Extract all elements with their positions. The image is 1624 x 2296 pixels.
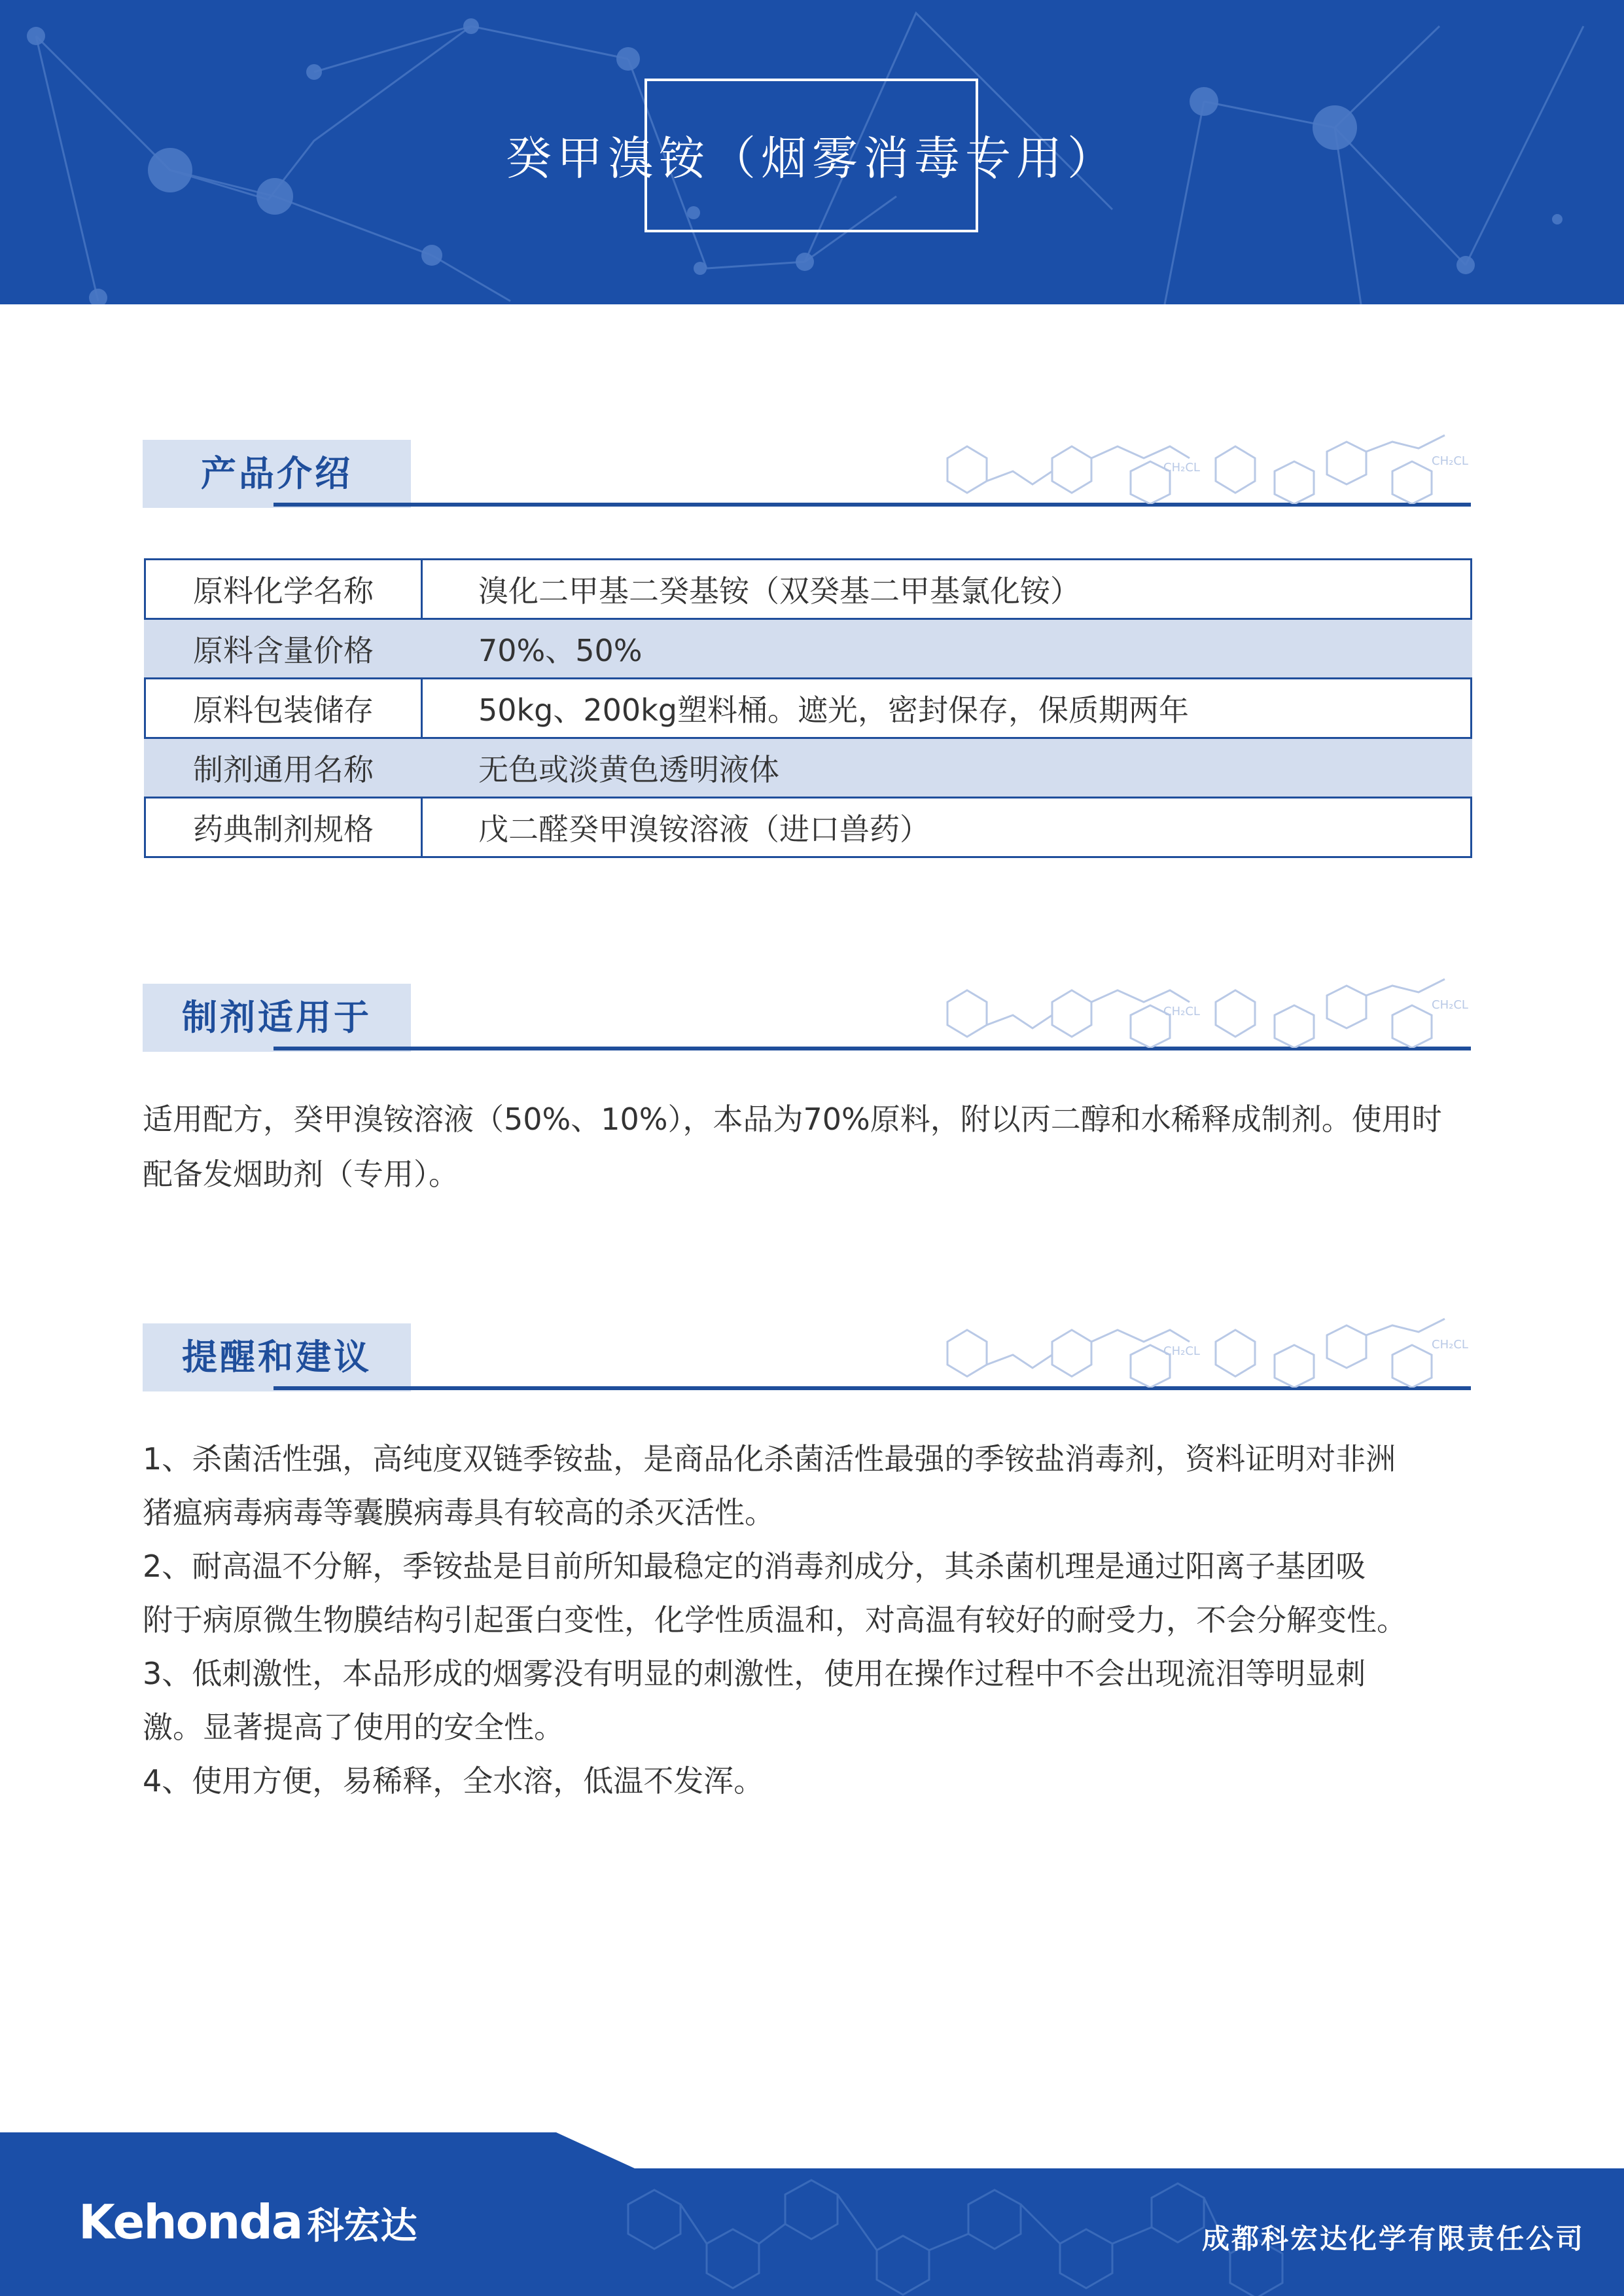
molecule-decoration-icon bbox=[934, 976, 1471, 1048]
svg-text:CH₂CL: CH₂CL bbox=[1432, 454, 1468, 468]
molecule-decoration-icon bbox=[934, 432, 1471, 504]
text-line: 3、低刺激性，本品形成的烟雾没有明显的刺激性，使用在操作过程中不会出现流泪等明显刺 bbox=[143, 1656, 1366, 1691]
company-name: 成都科宏达化学有限责任公司 bbox=[1201, 2223, 1585, 2255]
table-cell-key: 原料化学名称 bbox=[145, 560, 422, 619]
header-banner bbox=[0, 0, 1624, 304]
table-row bbox=[145, 798, 1472, 857]
table-row bbox=[145, 619, 1472, 679]
text-line: 适用配方，癸甲溴铵溶液（50%、10%），本品为70%原料，附以丙二醇和水稀释成制剂。使用时 bbox=[143, 1102, 1442, 1137]
svg-text:CH₂CL: CH₂CL bbox=[1163, 1344, 1200, 1358]
table-cell-value: 50kg、200kg塑料桶。遮光，密封保存，保质期两年 bbox=[422, 679, 1472, 738]
text-line: 2、耐高温不分解，季铵盐是目前所知最稳定的消毒剂成分，其杀菌机理是通过阳离子基团吸 bbox=[143, 1549, 1366, 1584]
section-header-advice bbox=[143, 1323, 1471, 1391]
molecule-decoration-icon bbox=[934, 1316, 1471, 1388]
section-header-usage bbox=[143, 984, 1471, 1052]
brand-name-en: Kehonda bbox=[79, 2195, 302, 2250]
table-cell-value: 溴化二甲基二癸基铵（双癸基二甲基氯化铵） bbox=[422, 560, 1472, 619]
table-cell-key: 药典制剂规格 bbox=[145, 798, 422, 857]
table-cell-value: 无色或淡黄色透明液体 bbox=[422, 738, 1472, 798]
text-line: 激。显著提高了使用的安全性。 bbox=[143, 1710, 564, 1745]
table-row bbox=[145, 679, 1472, 738]
section-header-intro bbox=[143, 440, 1471, 508]
text-line: 4、使用方便，易稀释，全水溶，低温不发浑。 bbox=[143, 1763, 764, 1799]
table-cell-value: 戊二醛癸甲溴铵溶液（进口兽药） bbox=[422, 798, 1472, 857]
section-title-advice: 提醒和建议 bbox=[182, 1336, 372, 1378]
brand-logo bbox=[79, 2195, 417, 2253]
section-title-usage: 制剂适用于 bbox=[182, 997, 372, 1038]
usage-paragraph bbox=[143, 1092, 1491, 1202]
table-row bbox=[145, 560, 1472, 619]
spec-table bbox=[144, 558, 1472, 858]
text-line: 1、杀菌活性强，高纯度双链季铵盐，是商品化杀菌活性最强的季铵盐消毒剂，资料证明对非洲 bbox=[143, 1441, 1396, 1477]
text-line: 猪瘟病毒病毒等囊膜病毒具有较高的杀灭活性。 bbox=[143, 1495, 775, 1530]
svg-text:CH₂CL: CH₂CL bbox=[1432, 1338, 1468, 1352]
table-cell-value: 70%、50% bbox=[422, 619, 1472, 679]
advice-paragraph bbox=[143, 1432, 1491, 1808]
svg-text:CH₂CL: CH₂CL bbox=[1163, 1005, 1200, 1018]
text-line: 附于病原微生物膜结构引起蛋白变性，化学性质温和，对高温有较好的耐受力，不会分解变性。 bbox=[143, 1602, 1407, 1638]
text-line: 配备发烟助剂（专用）。 bbox=[143, 1157, 459, 1192]
svg-text:CH₂CL: CH₂CL bbox=[1432, 998, 1468, 1012]
table-cell-key: 制剂通用名称 bbox=[145, 738, 422, 798]
page-title: 癸甲溴铵（烟雾消毒专用） bbox=[506, 132, 1118, 185]
table-cell-key: 原料含量价格 bbox=[145, 619, 422, 679]
svg-text:CH₂CL: CH₂CL bbox=[1163, 461, 1200, 475]
brand-name-cn: 科宏达 bbox=[307, 2205, 417, 2248]
table-cell-key: 原料包装储存 bbox=[145, 679, 422, 738]
footer-banner bbox=[0, 2132, 1624, 2296]
section-title-intro: 产品介绍 bbox=[201, 453, 353, 494]
table-row bbox=[145, 738, 1472, 798]
